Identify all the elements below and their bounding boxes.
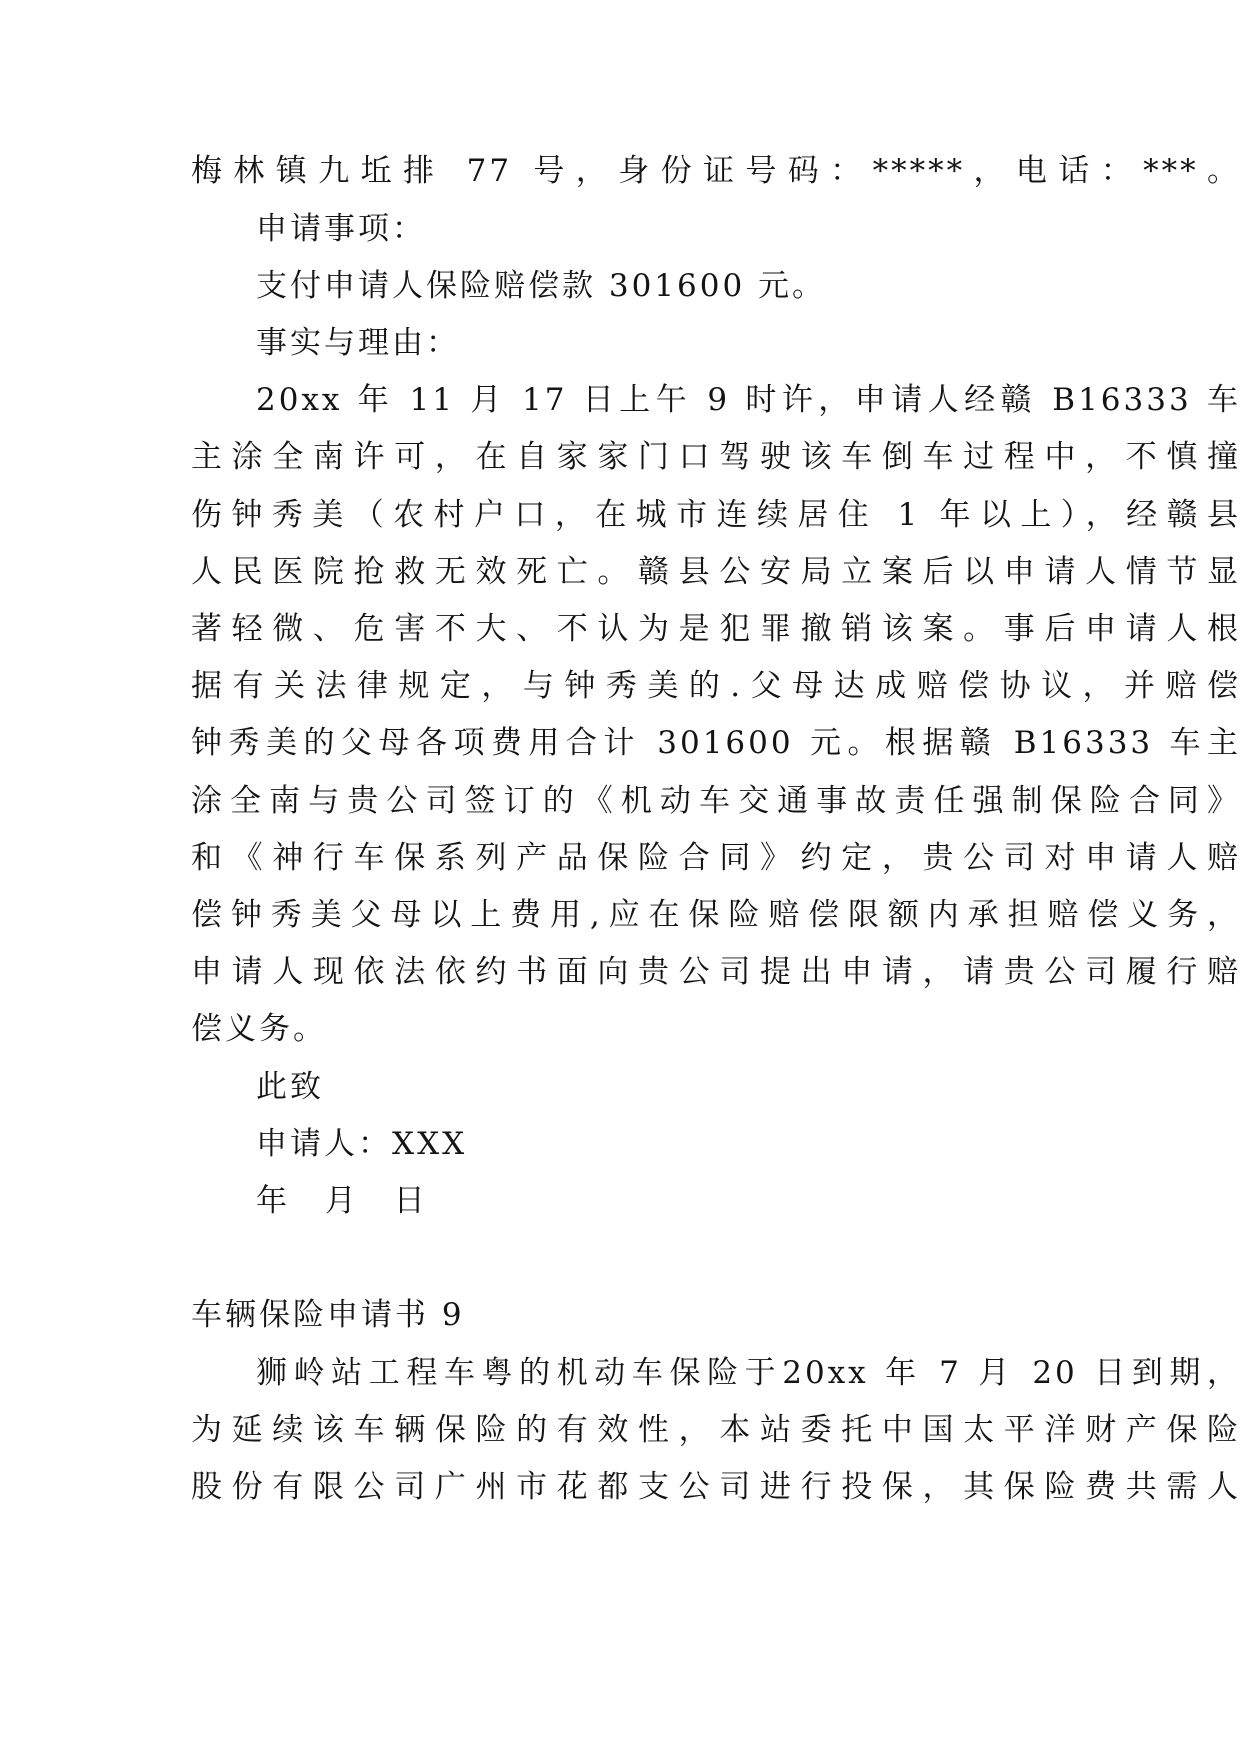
paragraph-line: 股份有限公司广州市花都支公司进行投保，其保险费共需人 [191,1469,1241,1505]
paragraph-line: 偿义务。 [191,1011,327,1047]
paragraph-line: 申请人现依法依约书面向贵公司提出申请，请贵公司履行赔 [191,954,1241,990]
address-line: 梅林镇九坵排 77 号，身份证号码：*****，电话：***。 [191,153,1241,189]
applicant-signature: 申请人：XXX [256,1126,468,1162]
paragraph-line: 狮岭站工程车粤的机动车保险于20xx 年 7 月 20 日到期， [256,1355,1241,1391]
date-line: 年 月 日 [256,1183,439,1219]
request-item: 支付申请人保险赔偿款 301600 元。 [256,268,827,304]
paragraph-line: 20xx 年 11 月 17 日上午 9 时许，申请人经赣 B16333 车 [256,382,1241,418]
section-heading-request: 申请事项： [256,211,426,247]
paragraph-line: 为延续该车辆保险的有效性，本站委托中国太平洋财产保险 [191,1412,1241,1448]
paragraph-line: 涂全南与贵公司签订的《机动车交通事故责任强制保险合同》 [191,783,1241,819]
paragraph-line: 人民医院抢救无效死亡。赣县公安局立案后以申请人情节显 [191,554,1241,590]
closing-salutation: 此致 [256,1069,324,1105]
paragraph-line: 伤钟秀美（农村户口，在城市连续居住 1 年以上），经赣县 [191,497,1241,533]
paragraph-line: 偿钟秀美父母以上费用,应在保险赔偿限额内承担赔偿义务， [191,897,1241,933]
paragraph-line: 和《神行车保系列产品保险合同》约定，贵公司对申请人赔 [191,840,1241,876]
section-title: 车辆保险申请书 9 [191,1297,465,1333]
paragraph-line: 钟秀美的父母各项费用合计 301600 元。根据赣 B16333 车主 [191,725,1241,761]
paragraph-line: 据有关法律规定，与钟秀美的.父母达成赔偿协议，并赔偿 [191,668,1241,704]
section-heading-facts: 事实与理由： [256,325,460,361]
paragraph-line: 主涂全南许可，在自家家门口驾驶该车倒车过程中，不慎撞 [191,439,1241,475]
paragraph-line: 著轻微、危害不大、不认为是犯罪撤销该案。事后申请人根 [191,611,1241,647]
